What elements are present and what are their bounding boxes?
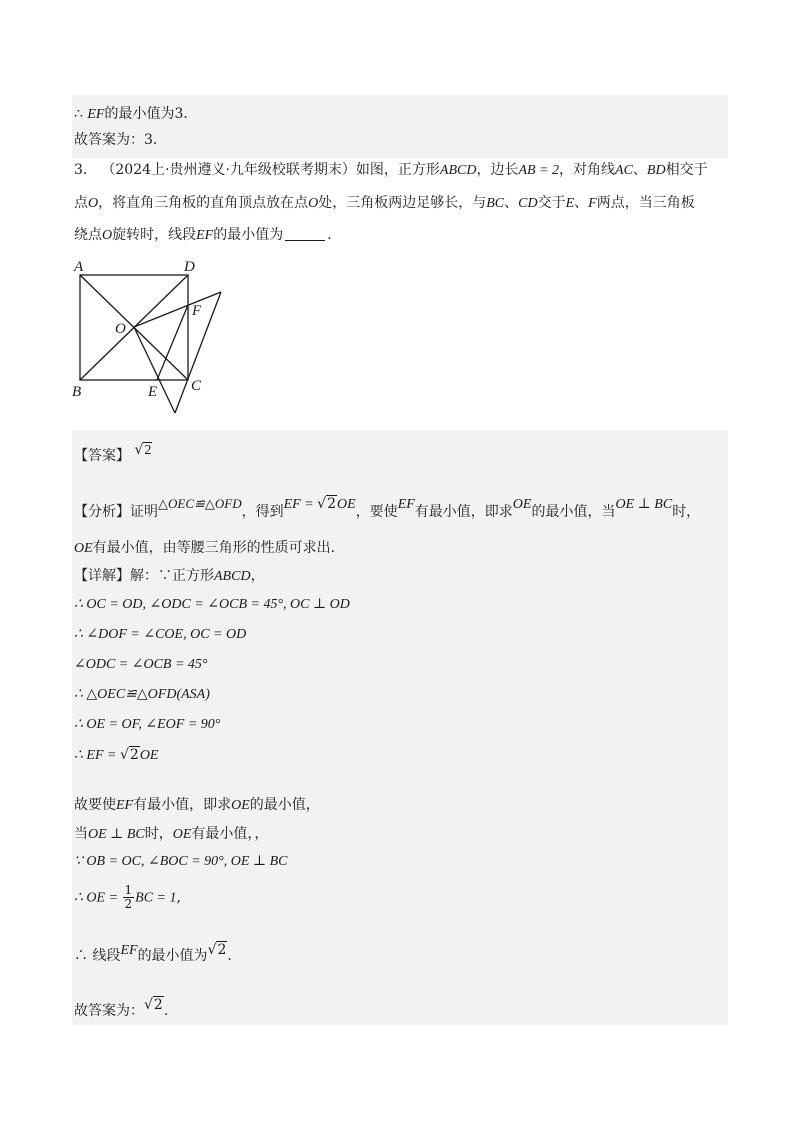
analysis-line-1: 【分析】证明△OEC≌△OFD，得到EF = √2OE，要使EF有最小值，即求OE的最小值，当OE ⊥ BC时， (74, 496, 701, 520)
detail-step-1: ∴ OC = OD, ∠ODC = ∠OCB = 45°, OC ⊥ OD (74, 597, 350, 612)
problem-source: （2024上·贵州遵义·九年级校联考期末） (101, 162, 356, 178)
label-o: O (115, 321, 126, 337)
triangle-edge-of (134, 292, 221, 327)
detail-label: 【详解】 (74, 568, 130, 584)
analysis-label: 【分析】 (74, 504, 130, 520)
fraction-one-half: $\frac{1}{2}$ (124, 883, 133, 911)
previous-answer: 故答案为：3． (74, 132, 167, 148)
problem-number: 3． (74, 162, 97, 178)
detail-step-10: ∴ OE = $\frac{1}{2}$ BC = 1, (74, 883, 181, 911)
detail-step-6: ∴ EF = √2OE (74, 747, 159, 763)
problem-line-1: 3． （2024上·贵州遵义·九年级校联考期末）如图，正方形ABCD，边长AB = 2，对角线AC、BD相交于 (74, 162, 708, 178)
label-c: C (191, 378, 202, 394)
label-e: E (148, 384, 158, 400)
label-d: D (184, 259, 195, 275)
answer-line (74, 440, 152, 466)
detail-step-2: ∴ ∠DOF = ∠COE, OC = OD (74, 627, 247, 642)
detail-step-3: ∠ODC = ∠OCB = 45° (74, 657, 208, 672)
detail-step-4: ∴ △OEC≌△OFD(ASA) (74, 687, 210, 702)
label-f: F (192, 303, 202, 319)
square-name: ABCD (439, 163, 477, 178)
detail-step-5: ∴ OE = OF, ∠EOF = 90° (74, 717, 221, 732)
ef-var: EF (87, 107, 105, 122)
detail-step-7: 故要使EF有最小值，即求OE的最小值， (74, 797, 320, 813)
answer-value: √2 (134, 442, 152, 458)
problem-line-2: 点O，将直角三角板的直角顶点放在点O处，三角板两边足够长，与BC、CD交于E、F两点，当三角板 (74, 195, 695, 211)
detail-final-answer: 故答案为：√2. (74, 997, 169, 1019)
detail-step-9: ∵ OB = OC, ∠BOC = 90°, OE ⊥ BC (74, 854, 288, 869)
side-equation: AB = 2 (518, 163, 560, 178)
label-b: B (72, 384, 82, 400)
analysis-line-2: OE有最小值，由等腰三角形的性质可求出． (74, 540, 345, 556)
detail-intro: 【详解】解：∵正方形ABCD， (74, 568, 265, 584)
previous-conclusion: ∴ EF的最小值为3． (74, 106, 198, 122)
label-a: A (74, 259, 84, 275)
triangle-edge-oe (134, 327, 175, 413)
detail-step-8: 当OE ⊥ BC时，OE有最小值，， (74, 826, 269, 842)
answer-blank (285, 240, 325, 241)
geometry-figure (60, 255, 300, 425)
detail-step-11: ∴ 线段EF的最小值为√2. (74, 942, 232, 964)
answer-label: 【答案】 (74, 448, 130, 464)
problem-line-3: 绕点O旋转时，线段EF的最小值为 ． (74, 227, 342, 243)
text: 的最小值为3． (104, 106, 198, 122)
